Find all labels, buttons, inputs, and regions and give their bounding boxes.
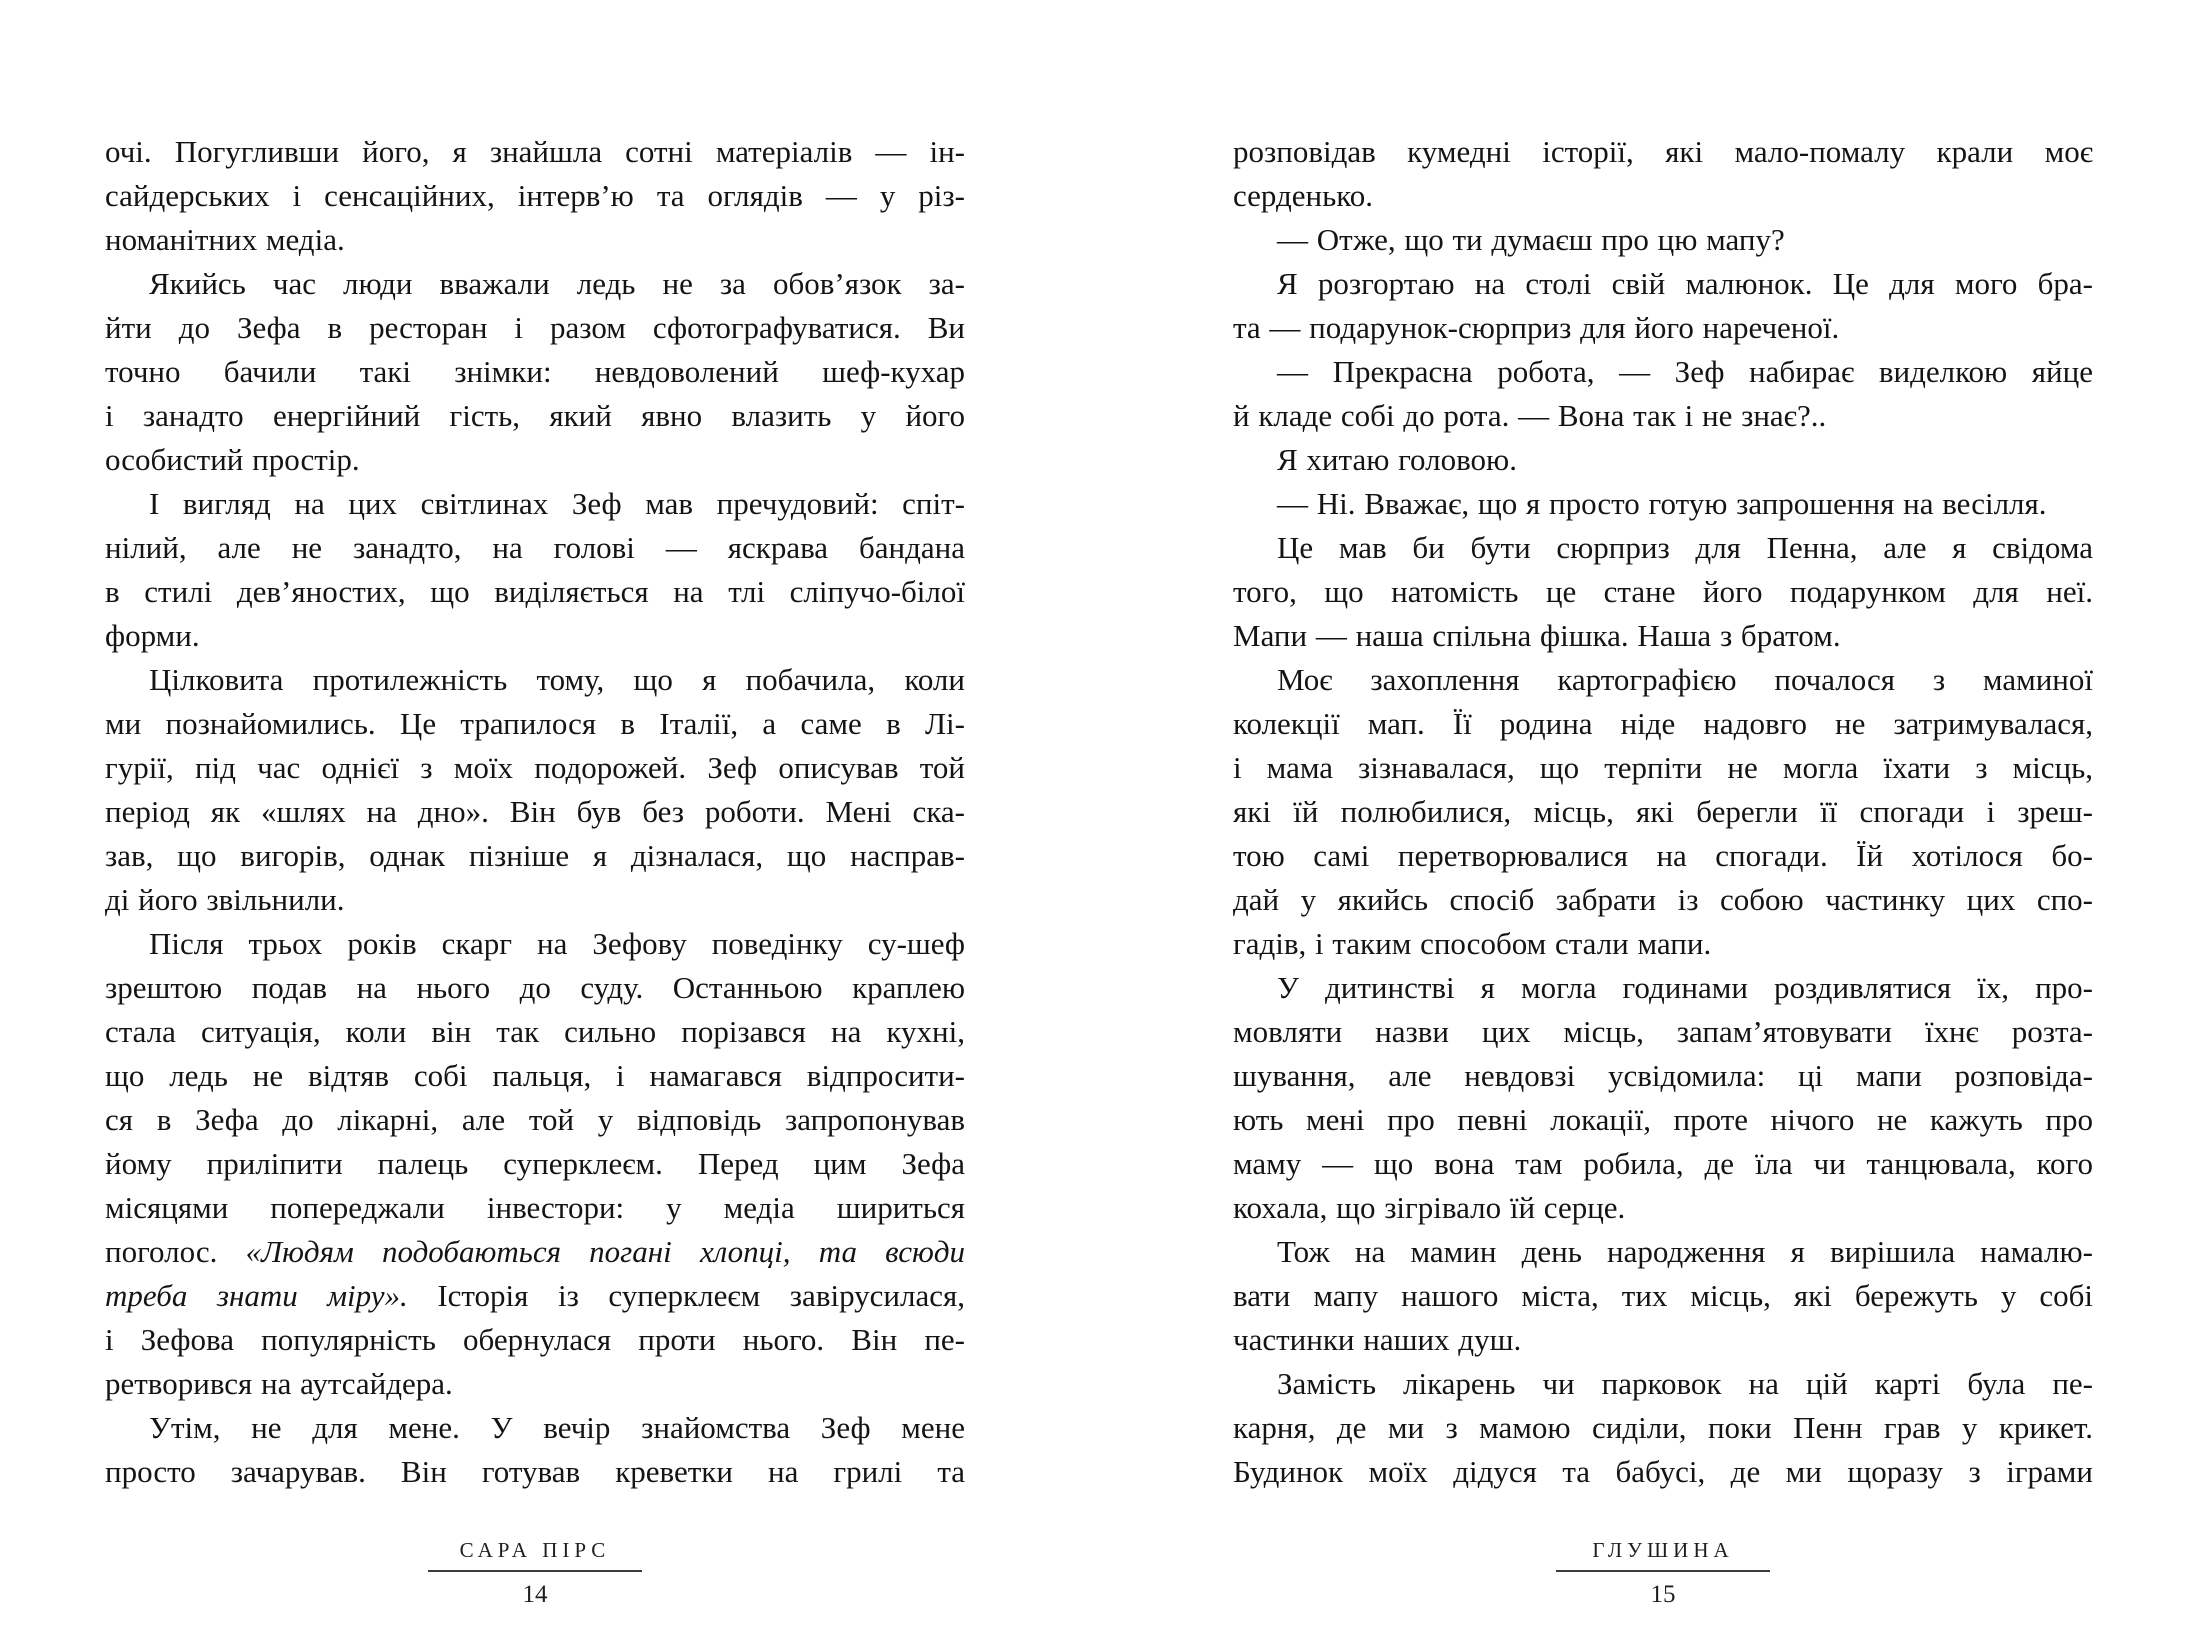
- text-line: [105, 658, 965, 702]
- text-segment: сайдерських і сенсаційних, інтерв’ю та оглядів — у різ-: [105, 178, 965, 213]
- text-segment: йти до Зефа в ресторан і разом сфотографуватися. Ви: [105, 310, 965, 345]
- text-segment: маму — що вона там робила, де їла чи танцювала, кого: [1233, 1146, 2093, 1181]
- text-line: [105, 438, 965, 482]
- text-line: [1233, 1406, 2093, 1450]
- text-line: [1233, 1142, 2093, 1186]
- text-segment: колекції мап. Її родина ніде надовго не затримувалася,: [1233, 706, 2093, 741]
- paragraph: [1233, 350, 2093, 438]
- paragraph: [1233, 218, 2093, 262]
- text-segment: Замість лікарень чи парковок на цій карті була пе-: [1277, 1366, 2093, 1401]
- text-segment: — Отже, що ти думаєш про цю мапу?: [1277, 222, 1785, 257]
- text-line: [105, 614, 965, 658]
- text-line: [1233, 746, 2093, 790]
- text-line: [1233, 218, 2093, 262]
- text-segment: і Зефова популярність обернулася проти нього. Він пе-: [105, 1322, 965, 1357]
- text-segment: ми познайомились. Це трапилося в Італії, а саме в Лі-: [105, 706, 965, 741]
- text-segment: номанітних медіа.: [105, 222, 345, 257]
- text-line: [105, 702, 965, 746]
- text-segment: кохала, що зігрівало їй серце.: [1233, 1190, 1626, 1225]
- text-line: [1233, 570, 2093, 614]
- text-line: [105, 1010, 965, 1054]
- text-line: [105, 1274, 965, 1318]
- paragraph: [1233, 966, 2093, 1230]
- text-line: [105, 262, 965, 306]
- text-line: [105, 922, 965, 966]
- text-segment: Якийсь час люди вважали ледь не за обов’язок за-: [149, 266, 965, 301]
- text-line: [1233, 350, 2093, 394]
- text-line: [1233, 922, 2093, 966]
- paragraph: [105, 130, 965, 262]
- text-segment: Я хитаю головою.: [1277, 442, 1517, 477]
- text-line: [105, 482, 965, 526]
- paragraph: [105, 658, 965, 922]
- text-segment: серденько.: [1233, 178, 1373, 213]
- paragraph: [1233, 262, 2093, 350]
- text-line: [105, 746, 965, 790]
- text-segment: форми.: [105, 618, 200, 653]
- footer-rule: [428, 1570, 642, 1572]
- text-segment: Будинок моїх дідуся та бабусі, де ми щоразу з іграми: [1233, 1454, 2093, 1489]
- text-segment: — Ні. Вважає, що я просто готую запрошення на весілля.: [1277, 486, 2047, 521]
- text-segment: Я розгортаю на столі свій малюнок. Це для мого бра-: [1277, 266, 2093, 301]
- text-segment: І вигляд на цих світлинах Зеф мав пречудовий: спіт-: [149, 486, 965, 521]
- running-head: САРА ПІРС: [459, 1538, 611, 1562]
- text-line: [1233, 658, 2093, 702]
- text-segment: стала ситуація, коли він так сильно порізався на кухні,: [105, 1014, 965, 1049]
- text-segment: Мапи — наша спільна фішка. Наша з братом.: [1233, 618, 1841, 653]
- text-segment: в стилі дев’яностих, що виділяється на тлі сліпучо-білої: [105, 574, 965, 609]
- text-line: [1233, 966, 2093, 1010]
- text-segment: ся в Зефа до лікарні, але той у відповідь запропонував: [105, 1102, 965, 1137]
- text-segment: та — подарунок-сюрприз для його нареченої.: [1233, 310, 1840, 345]
- text-segment: Цілковита протилежність тому, що я побачила, коли: [149, 662, 965, 697]
- text-line: [105, 526, 965, 570]
- text-segment: розповідав кумедні історії, які мало-помалу крали моє: [1233, 134, 2093, 169]
- paragraph: [1233, 130, 2093, 218]
- text-line: [105, 1230, 965, 1274]
- text-line: [1233, 1362, 2093, 1406]
- text-segment: місяцями попереджали інвестори: у медіа шириться: [105, 1190, 965, 1225]
- text-line: [1233, 1318, 2093, 1362]
- text-line: [1233, 306, 2093, 350]
- text-line: [1233, 262, 2093, 306]
- italic-text-segment: «Людям подобаються погані хлопці, та всюди: [245, 1234, 966, 1269]
- text-line: [105, 350, 965, 394]
- text-line: [1233, 1010, 2093, 1054]
- text-segment: поголос.: [105, 1234, 246, 1269]
- text-line: [105, 130, 965, 174]
- text-segment: очі. Погугливши його, я знайшла сотні матеріалів — ін-: [105, 134, 965, 169]
- text-segment: нілий, але не занадто, на голові — яскрава бандана: [105, 530, 965, 565]
- text-segment: особистий простір.: [105, 442, 360, 477]
- text-segment: які їй полюбилися, місць, які берегли її спогади і зреш-: [1233, 794, 2093, 829]
- text-segment: період як «шлях на дно». Він був без роботи. Мені ска-: [105, 794, 965, 829]
- text-segment: Після трьох років скарг на Зефову поведінку су-шеф: [149, 926, 965, 961]
- text-line: [105, 174, 965, 218]
- paragraph: [105, 1406, 965, 1494]
- text-line: [105, 306, 965, 350]
- paragraph: [1233, 526, 2093, 658]
- text-line: [1233, 394, 2093, 438]
- paragraph: [1233, 1230, 2093, 1362]
- text-segment: шування, але невдовзі усвідомила: ці мапи розповіда-: [1233, 1058, 2093, 1093]
- text-line: [105, 570, 965, 614]
- text-line: [1233, 702, 2093, 746]
- text-segment: і мама зізнавалася, що терпіти не могла їхати з місць,: [1233, 750, 2093, 785]
- italic-text-segment: треба знати міру».: [105, 1278, 408, 1313]
- text-segment: мовляти назви цих місць, запам’ятовувати їхнє розта-: [1233, 1014, 2093, 1049]
- page-number: 14: [522, 1581, 548, 1608]
- text-segment: що ледь не відтяв собі пальця, і намагався відпросити-: [105, 1058, 965, 1093]
- text-segment: гадів, і таким способом стали мапи.: [1233, 926, 1712, 961]
- text-line: [1233, 1230, 2093, 1274]
- text-segment: і занадто енергійний гість, який явно влазить у його: [105, 398, 965, 433]
- running-head: ГЛУШИНА: [1592, 1538, 1734, 1562]
- text-segment: У дитинстві я могла годинами роздивлятися їх, про-: [1277, 970, 2093, 1005]
- footer-rule: [1556, 1570, 1770, 1572]
- text-line: [1233, 1274, 2093, 1318]
- text-line: [105, 1098, 965, 1142]
- text-segment: й кладе собі до рота. — Вона так і не знає?..: [1233, 398, 1827, 433]
- text-line: [105, 1186, 965, 1230]
- text-segment: Моє захоплення картографією почалося з маминої: [1277, 662, 2093, 697]
- text-line: [105, 1318, 965, 1362]
- paragraph: [1233, 658, 2093, 966]
- text-line: [105, 878, 965, 922]
- page-left-text-column: [105, 130, 965, 1494]
- text-line: [1233, 482, 2093, 526]
- text-line: [1233, 1186, 2093, 1230]
- text-segment: — Прекрасна робота, — Зеф набирає виделкою яйце: [1277, 354, 2093, 389]
- text-segment: йому приліпити палець суперклеєм. Перед цим Зефа: [105, 1146, 965, 1181]
- text-line: [105, 966, 965, 1010]
- text-line: [1233, 614, 2093, 658]
- text-segment: карня, де ми з мамою сиділи, поки Пенн грав у крикет.: [1233, 1410, 2093, 1445]
- text-segment: зрештою подав на нього до суду. Останньою краплею: [105, 970, 965, 1005]
- page-number: 15: [1650, 1581, 1676, 1608]
- text-segment: Це мав би бути сюрприз для Пенна, але я свідома: [1277, 530, 2093, 565]
- text-line: [105, 790, 965, 834]
- text-segment: ретворився на аутсайдера.: [105, 1366, 453, 1401]
- paragraph: [1233, 438, 2093, 482]
- paragraph: [105, 922, 965, 1406]
- text-segment: Утім, не для мене. У вечір знайомства Зеф мене: [149, 1410, 965, 1445]
- text-segment: зав, що вигорів, однак пізніше я дізналася, що насправ-: [105, 838, 965, 873]
- text-line: [105, 834, 965, 878]
- text-segment: Історія із суперклеєм завірусилася,: [407, 1278, 966, 1313]
- text-line: [105, 1142, 965, 1186]
- text-segment: просто зачарував. Він готував креветки на грилі та: [105, 1454, 965, 1489]
- paragraph: [1233, 1362, 2093, 1494]
- page-right-footer: [1233, 1538, 2093, 1609]
- text-segment: тою самі перетворювалися на спогади. Їй хотілося бо-: [1233, 838, 2093, 873]
- text-line: [1233, 834, 2093, 878]
- text-segment: Тож на мамин день народження я вирішила намалю-: [1277, 1234, 2093, 1269]
- text-line: [1233, 130, 2093, 174]
- text-line: [105, 394, 965, 438]
- text-line: [1233, 878, 2093, 922]
- paragraph: [105, 482, 965, 658]
- page-right-text-column: [1233, 130, 2093, 1494]
- text-line: [105, 1054, 965, 1098]
- text-segment: гурії, під час однієї з моїх подорожей. Зеф описував той: [105, 750, 965, 785]
- text-segment: точно бачили такі знімки: невдоволений шеф-кухар: [105, 354, 965, 389]
- text-segment: того, що натомість це стане його подарунком для неї.: [1233, 574, 2093, 609]
- text-line: [1233, 526, 2093, 570]
- text-line: [105, 1450, 965, 1494]
- text-segment: ють мені про певні локації, проте нічого не кажуть про: [1233, 1102, 2093, 1137]
- text-segment: ді його звільнили.: [105, 882, 345, 917]
- text-line: [105, 218, 965, 262]
- text-line: [105, 1362, 965, 1406]
- paragraph: [105, 262, 965, 482]
- text-segment: частинки наших душ.: [1233, 1322, 1522, 1357]
- text-segment: вати мапу нашого міста, тих місць, які бережуть у собі: [1233, 1278, 2093, 1313]
- text-line: [1233, 1098, 2093, 1142]
- text-line: [1233, 174, 2093, 218]
- text-line: [105, 1406, 965, 1450]
- text-line: [1233, 438, 2093, 482]
- text-line: [1233, 790, 2093, 834]
- text-line: [1233, 1450, 2093, 1494]
- paragraph: [1233, 482, 2093, 526]
- text-line: [1233, 1054, 2093, 1098]
- page-left-footer: [105, 1538, 965, 1609]
- text-segment: дай у якийсь спосіб забрати із собою частинку цих спо-: [1233, 882, 2093, 917]
